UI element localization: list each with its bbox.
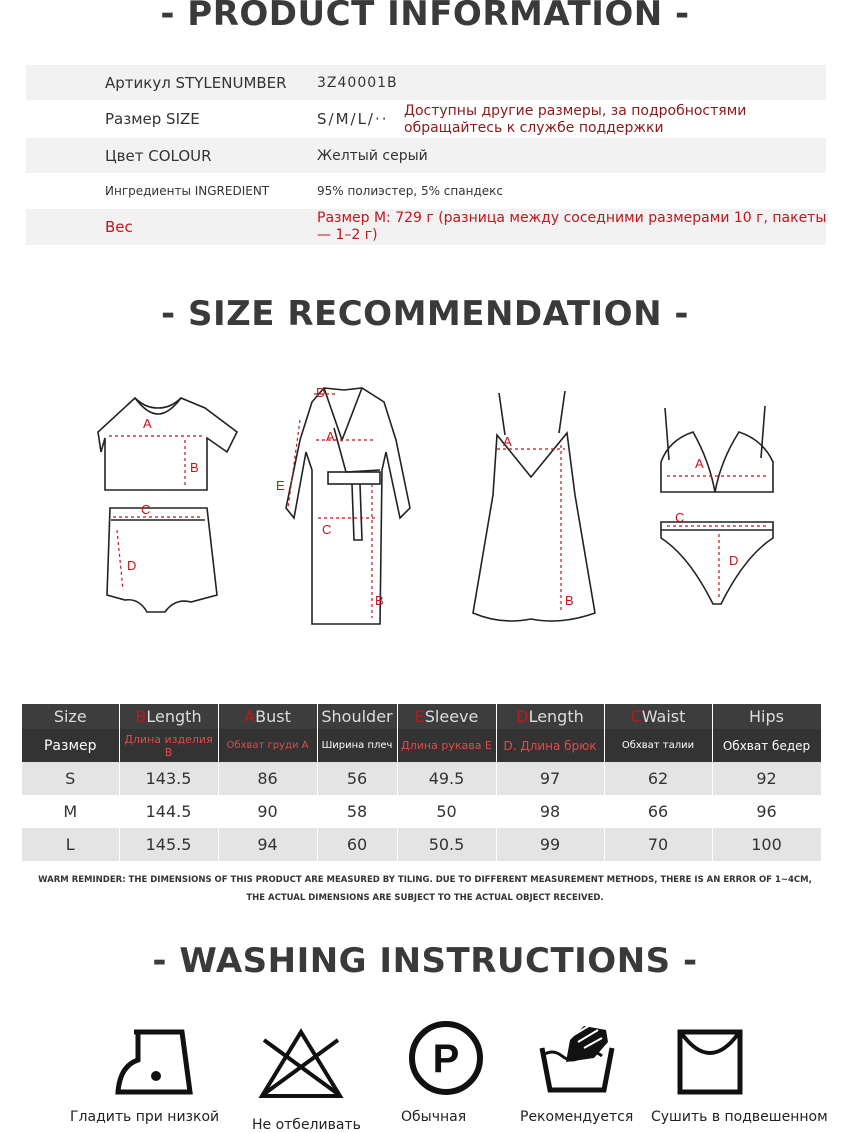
- dry-clean-label: Обычная: [401, 1109, 467, 1125]
- color-label: Цвет COLOUR: [105, 146, 212, 165]
- slip-dress-drawing: [465, 385, 600, 625]
- reminder-line-2: THE ACTUAL DIMENSIONS ARE SUBJECT TO THE ACTUAL OBJECT RECEIVED.: [246, 893, 604, 903]
- table-header-en: [22, 704, 821, 729]
- robe-drawing: [272, 380, 417, 630]
- label-e: E: [276, 478, 285, 493]
- color-value: Желтый серый: [317, 147, 428, 164]
- col-bust: ABust: [218, 704, 317, 729]
- no-bleach-icon: [256, 1026, 346, 1101]
- size-table: [22, 704, 822, 861]
- ingredient-label: Ингредиенты INGREDIENT: [105, 184, 270, 198]
- col-bust-ru: Обхват груди A: [218, 729, 317, 762]
- article-value: 3Z40001B: [317, 74, 398, 91]
- label-b: B: [375, 593, 384, 608]
- label-b: B: [565, 593, 574, 608]
- size-recommendation-title: - SIZE RECOMMENDATION -: [161, 294, 689, 334]
- col-length: BLength: [119, 704, 218, 729]
- info-row-article: [26, 65, 826, 100]
- crop-top-shorts-drawing: [95, 390, 245, 625]
- table-row: L 145.5 94 60 50.5 99 70 100: [22, 828, 821, 861]
- iron-icon: [112, 1022, 202, 1097]
- label-c: C: [675, 510, 685, 525]
- table-row: S 143.5 86 56 49.5 97 62 92: [22, 762, 821, 795]
- label-a: A: [503, 434, 512, 449]
- label-d: D: [316, 385, 326, 400]
- label-a: A: [326, 429, 335, 444]
- label-b: B: [190, 460, 199, 475]
- label-c: C: [322, 522, 332, 537]
- col-shoulder: Shoulder: [317, 704, 397, 729]
- col-shoulder-ru: Ширина плеч: [317, 729, 397, 762]
- hang-dry-icon: [676, 1028, 746, 1096]
- bra-panty-drawing: [655, 400, 780, 615]
- col-hips: Hips: [712, 704, 821, 729]
- table-row: M 144.5 90 58 50 98 66 96: [22, 795, 821, 828]
- col-pants-length: DLength: [496, 704, 604, 729]
- table-header-ru: [22, 729, 821, 762]
- col-sleeve: ESleeve: [397, 704, 496, 729]
- col-waist: CWaist: [604, 704, 712, 729]
- svg-text:P: P: [432, 1037, 460, 1081]
- size-label: Размер SIZE: [105, 110, 200, 128]
- info-row-size: [26, 101, 826, 137]
- label-a: A: [143, 416, 152, 431]
- label-a: A: [695, 456, 704, 471]
- no-bleach-label: Не отбеливать: [252, 1117, 361, 1133]
- col-waist-ru: Обхват талии: [604, 729, 712, 762]
- col-sleeve-ru: Длина рукава E: [397, 729, 496, 762]
- col-size: Size: [22, 704, 119, 729]
- washing-title: - WASHING INSTRUCTIONS -: [152, 941, 698, 981]
- reminder-line-1: WARM REMINDER: THE DIMENSIONS OF THIS PRODUCT ARE MEASURED BY TILING. DUE TO DIFFERENT MEASUREMENT METHODS, THERE IS AN ERROR OF 1~4CM,: [38, 875, 812, 885]
- col-length-ru: Длина изделия B: [119, 729, 218, 762]
- info-row-weight: [26, 209, 826, 245]
- dry-clean-icon: [406, 1018, 486, 1098]
- size-note: Доступны другие размеры, за подробностями обращайтесь к службе поддержки: [404, 103, 747, 136]
- col-size-ru: Размер: [22, 729, 119, 762]
- ingredient-value: 95% полиэстер, 5% спандекс: [317, 184, 503, 198]
- label-c: C: [141, 502, 151, 517]
- weight-label: Вес: [105, 218, 133, 236]
- col-pants-ru: D. Длина брюк: [496, 729, 604, 762]
- warm-reminder: [0, 871, 850, 907]
- label-d: D: [127, 558, 137, 573]
- info-row-ingredient: [26, 174, 826, 208]
- hang-dry-label: Сушить в подвешенном: [651, 1109, 828, 1125]
- hand-wash-icon: [536, 1018, 618, 1096]
- article-label: Артикул STYLENUMBER: [105, 73, 287, 92]
- size-value: S/M/L/··: [317, 110, 389, 128]
- product-info-title: - PRODUCT INFORMATION -: [160, 0, 690, 34]
- label-d: D: [729, 553, 739, 568]
- col-hips-ru: Обхват бедер: [712, 729, 821, 762]
- iron-label: Гладить при низкой: [70, 1109, 220, 1125]
- hand-wash-label: Рекомендуется: [520, 1109, 634, 1125]
- weight-value: Размер M: 729 г (разница между соседними размерами 10 г, пакеты — 1–2 г): [317, 210, 827, 243]
- info-row-color: [26, 138, 826, 173]
